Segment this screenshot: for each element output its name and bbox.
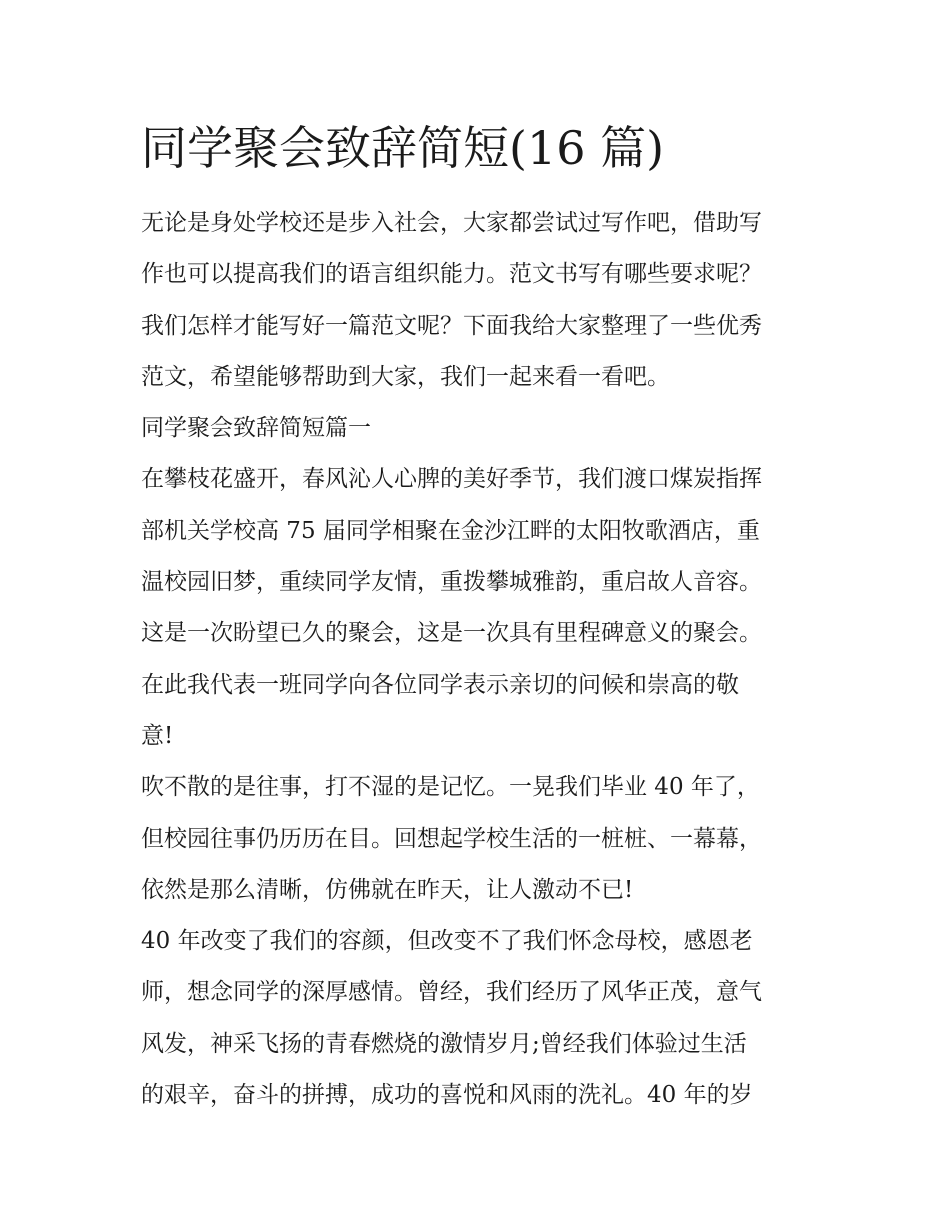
document-title: 同学聚会致辞简短(16 篇) xyxy=(141,121,665,175)
text-line: 吹不散的是往事，打不湿的是记忆。一晃我们毕业 40 年了， xyxy=(141,774,760,801)
text-line: 这是一次盼望已久的聚会，这是一次具有里程碑意义的聚会。 xyxy=(141,620,762,647)
document-body xyxy=(141,198,821,1121)
text-line: 依然是那么清晰，仿佛就在昨天，让人激动不已! xyxy=(141,876,634,903)
text-line: 在此我代表一班同学向各位同学表示亲切的问候和崇高的敬 xyxy=(141,671,739,698)
text-line: 无论是身处学校还是步入社会，大家都尝试过写作吧，借助写 xyxy=(141,210,762,236)
document-content xyxy=(141,118,821,1121)
text-line: 温校园旧梦，重续同学友情，重拨攀城雅韵，重启故人音容。 xyxy=(141,569,762,596)
text-line: 同学聚会致辞简短篇一 xyxy=(141,415,371,442)
text-line: 作也可以提高我们的语言组织能力。范文书写有哪些要求呢？ xyxy=(141,261,762,288)
text-line: 部机关学校高 75 届同学相聚在金沙江畔的太阳牧歌酒店，重 xyxy=(141,517,760,544)
text-line: 意! xyxy=(141,722,174,749)
text-line: 的艰辛，奋斗的拼搏，成功的喜悦和风雨的洗礼。40 年的岁 xyxy=(141,1082,753,1109)
text-line: 范文，希望能够帮助到大家，我们一起来看一看吧。 xyxy=(141,363,670,390)
text-line: 在攀枝花盛开，春风沁人心脾的美好季节，我们渡口煤炭指挥 xyxy=(141,466,762,493)
text-line: 但校园往事仍历历在目。回想起学校生活的一桩桩、一幕幕， xyxy=(141,825,762,852)
text-line: 我们怎样才能写好一篇范文呢？下面我给大家整理了一些优秀 xyxy=(141,312,762,339)
text-line: 40 年改变了我们的容颜，但改变不了我们怀念母校，感恩老 xyxy=(141,928,753,955)
text-line: 师，想念同学的深厚感情。曾经，我们经历了风华正茂，意气 xyxy=(141,979,762,1006)
text-line: 风发，神采飞扬的青春燃烧的激情岁月;曾经我们体验过生活 xyxy=(141,1030,747,1057)
